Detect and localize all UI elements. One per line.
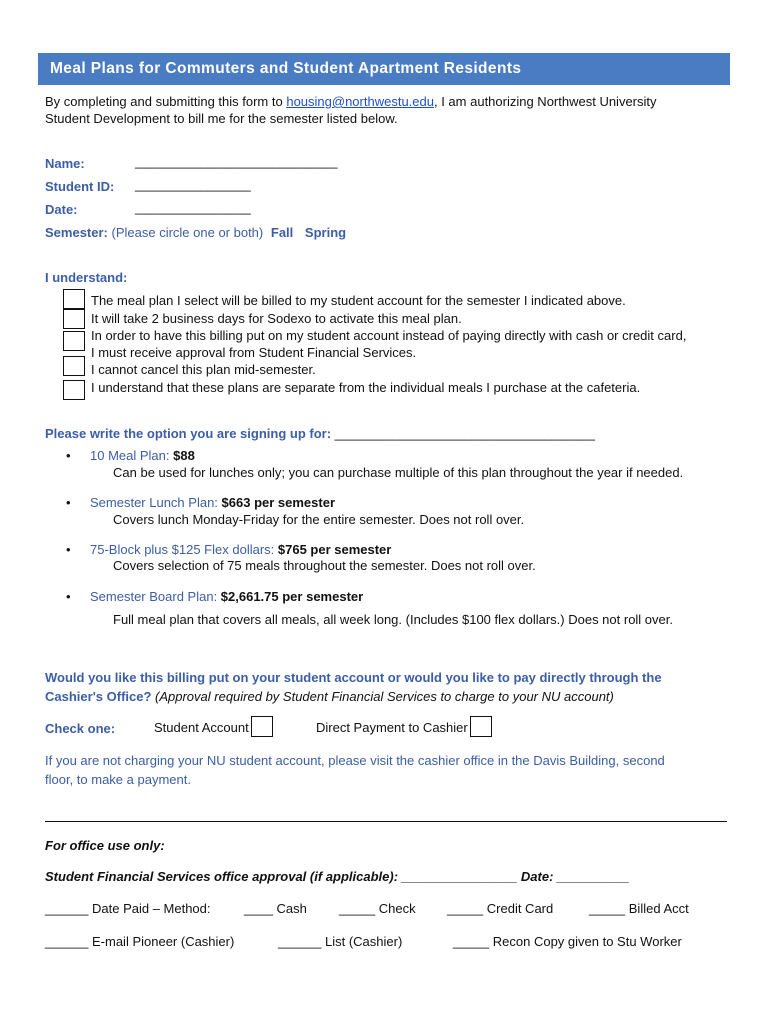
option-item: Semester Board Plan: $2,661.75 per semester — [90, 589, 364, 604]
option-desc: Covers lunch Monday-Friday for the entire semester. Does not roll over. — [113, 512, 525, 527]
bullet-icon: • — [66, 542, 71, 557]
student-account-checkbox[interactable] — [251, 716, 273, 737]
page-title: Meal Plans for Commuters and Student Apartment Residents — [50, 60, 522, 77]
method-check: _____ Check — [339, 901, 416, 916]
name-label: Name: — [45, 156, 85, 171]
billing-question: Would you like this billing put on your student account or would you like to pay directly through the — [45, 670, 662, 685]
cashier-note-2: floor, to make a payment. — [45, 772, 191, 787]
understand-checkbox-2[interactable] — [63, 309, 85, 329]
option-item: 10 Meal Plan: $88 — [90, 448, 195, 463]
understand-checkbox-5[interactable] — [63, 380, 85, 400]
check-one-label: Check one: — [45, 721, 116, 736]
name-field[interactable]: ____________________________ — [135, 154, 338, 169]
options-prompt: Please write the option you are signing up for: ____________________________________ — [45, 426, 595, 441]
understand-line: In order to have this billing put on my student account instead of paying directly with cash or credit card, — [91, 328, 687, 343]
student-id-field[interactable]: ________________ — [135, 177, 251, 192]
method-credit-card: _____ Credit Card — [447, 901, 554, 916]
email-link[interactable]: housing@northwestu.edu — [286, 94, 434, 109]
understand-line: I cannot cancel this plan mid-semester. — [91, 362, 316, 377]
direct-payment-checkbox[interactable] — [470, 716, 492, 737]
option-desc: Can be used for lunches only; you can purchase multiple of this plan throughout the year if needed. — [113, 465, 684, 480]
understand-line: I understand that these plans are separate from the individual meals I purchase at the cafeteria. — [91, 380, 641, 395]
understand-line: I must receive approval from Student Financial Services. — [91, 345, 417, 360]
date-paid-method: ______ Date Paid – Method: — [45, 901, 211, 916]
bullet-icon: • — [66, 448, 71, 463]
cashier-note: If you are not charging your NU student account, please visit the cashier office in the Davis Building, second — [45, 753, 665, 768]
office-approval: Student Financial Services office approval (if applicable): ________________ Date: __________ — [45, 869, 630, 884]
divider — [45, 821, 727, 822]
date-field[interactable]: ________________ — [135, 200, 251, 215]
semester-row: Semester: (Please circle one or both) Fall Spring — [45, 225, 347, 240]
semester-fall[interactable]: Fall — [270, 225, 294, 240]
understand-checkbox-4[interactable] — [63, 356, 85, 376]
option-desc: Full meal plan that covers all meals, all week long. (Includes $100 flex dollars.) Does not roll over. — [113, 612, 673, 627]
semester-spring[interactable]: Spring — [304, 225, 347, 240]
header-banner — [38, 53, 730, 85]
option-input[interactable]: ____________________________________ — [334, 426, 595, 441]
direct-payment-option[interactable]: Direct Payment to Cashier — [316, 716, 492, 737]
understand-checkbox-3[interactable] — [63, 331, 85, 351]
bullet-icon: • — [66, 589, 71, 604]
office-heading: For office use only: — [45, 838, 165, 853]
intro-line-2: Student Development to bill me for the semester listed below. — [45, 111, 398, 126]
email-pioneer: ______ E-mail Pioneer (Cashier) — [45, 934, 235, 949]
method-cash: ____ Cash — [244, 901, 307, 916]
intro-line-1: By completing and submitting this form to housing@northwestu.edu, I am authorizing Northwest University — [45, 94, 657, 109]
date-label: Date: — [45, 202, 78, 217]
understand-line: It will take 2 business days for Sodexo to activate this meal plan. — [91, 311, 462, 326]
option-desc: Covers selection of 75 meals throughout the semester. Does not roll over. — [113, 558, 536, 573]
student-account-option[interactable]: Student Account — [154, 716, 273, 737]
option-item: Semester Lunch Plan: $663 per semester — [90, 495, 336, 510]
billing-question-2: Cashier's Office? (Approval required by Student Financial Services to charge to your NU account) — [45, 689, 614, 704]
understand-heading: I understand: — [45, 270, 128, 285]
list-cashier: ______ List (Cashier) — [278, 934, 403, 949]
method-billed-acct: _____ Billed Acct — [589, 901, 689, 916]
understand-checkbox-1[interactable] — [63, 289, 85, 309]
understand-line: The meal plan I select will be billed to my student account for the semester I indicated above. — [91, 293, 626, 308]
student-id-label: Student ID: — [45, 179, 115, 194]
recon-copy: _____ Recon Copy given to Stu Worker — [453, 934, 682, 949]
option-item: 75-Block plus $125 Flex dollars: $765 per semester — [90, 542, 392, 557]
bullet-icon: • — [66, 495, 71, 510]
